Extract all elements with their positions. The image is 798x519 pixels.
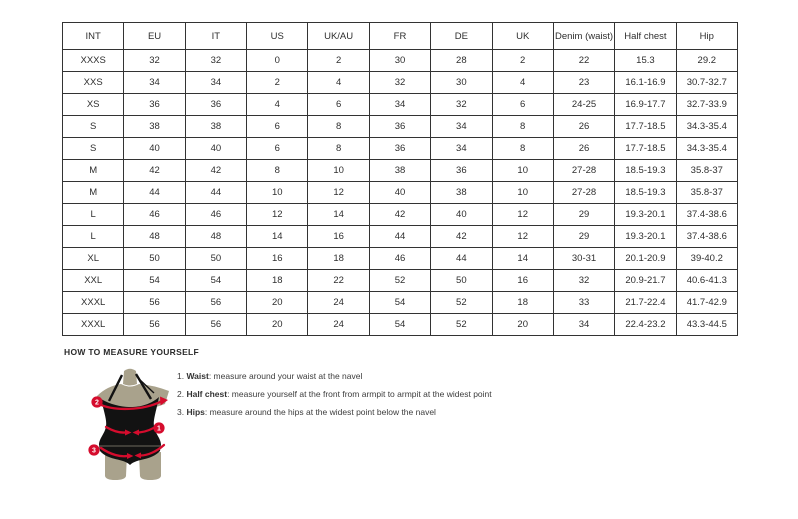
table-cell: 32 <box>369 72 430 94</box>
table-cell: 6 <box>308 94 369 116</box>
table-cell: 56 <box>185 314 246 336</box>
table-cell: 35.8-37 <box>676 182 737 204</box>
table-cell: 6 <box>492 94 553 116</box>
table-cell: XL <box>63 248 124 270</box>
column-header: Hip <box>676 23 737 50</box>
table-cell: XXS <box>63 72 124 94</box>
table-cell: 27-28 <box>553 182 614 204</box>
table-cell: 14 <box>492 248 553 270</box>
table-cell: 54 <box>124 270 185 292</box>
table-cell: 40 <box>124 138 185 160</box>
table-cell: M <box>63 160 124 182</box>
waist-badge <box>153 422 164 433</box>
table-cell: 10 <box>492 182 553 204</box>
table-cell: 44 <box>431 248 492 270</box>
table-cell: XXXL <box>63 292 124 314</box>
table-cell: 32 <box>553 270 614 292</box>
table-cell: 38 <box>124 116 185 138</box>
column-header: EU <box>124 23 185 50</box>
table-cell: 30 <box>369 50 430 72</box>
table-cell: 19.3-20.1 <box>615 226 676 248</box>
table-cell: 24 <box>308 314 369 336</box>
table-cell: 34.3-35.4 <box>676 116 737 138</box>
table-cell: 36 <box>369 138 430 160</box>
measurement-figure <box>85 368 181 482</box>
step-description: : measure around the hips at the widest point below the navel <box>204 407 436 417</box>
table-cell: 6 <box>247 116 308 138</box>
table-cell: 41.7-42.9 <box>676 292 737 314</box>
measure-step <box>177 407 537 418</box>
table-cell: 4 <box>247 94 308 116</box>
table-cell: 40 <box>185 138 246 160</box>
table-row <box>63 226 738 248</box>
table-cell: 20 <box>247 292 308 314</box>
table-cell: 2 <box>492 50 553 72</box>
table-cell: XXL <box>63 270 124 292</box>
table-cell: 52 <box>369 270 430 292</box>
table-cell: 39-40.2 <box>676 248 737 270</box>
table-cell: 17.7-18.5 <box>615 116 676 138</box>
table-cell: 27-28 <box>553 160 614 182</box>
table-cell: XXXL <box>63 314 124 336</box>
table-row <box>63 116 738 138</box>
table-cell: 12 <box>492 226 553 248</box>
table-cell: 33 <box>553 292 614 314</box>
step-number: 1. <box>177 371 187 381</box>
table-cell: 48 <box>185 226 246 248</box>
measure-steps <box>177 371 537 425</box>
table-cell: 10 <box>308 160 369 182</box>
table-cell: 40.6-41.3 <box>676 270 737 292</box>
table-cell: 8 <box>492 138 553 160</box>
table-cell: 38 <box>431 182 492 204</box>
table-cell: 36 <box>185 94 246 116</box>
table-cell: 46 <box>185 204 246 226</box>
table-cell: 30 <box>431 72 492 94</box>
table-cell: 2 <box>247 72 308 94</box>
step-number: 2. <box>177 389 187 399</box>
column-header: UK/AU <box>308 23 369 50</box>
table-cell: 2 <box>308 50 369 72</box>
table-cell: 20 <box>492 314 553 336</box>
table-cell: 16 <box>247 248 308 270</box>
table-cell: 46 <box>124 204 185 226</box>
table-cell: 36 <box>431 160 492 182</box>
table-cell: 42 <box>124 160 185 182</box>
table-cell: 18 <box>308 248 369 270</box>
table-cell: XXXS <box>63 50 124 72</box>
table-cell: 6 <box>247 138 308 160</box>
table-cell: 34 <box>124 72 185 94</box>
table-cell: 32 <box>185 50 246 72</box>
table-cell: 36 <box>124 94 185 116</box>
table-cell: 56 <box>124 314 185 336</box>
table-cell: L <box>63 204 124 226</box>
table-cell: 56 <box>124 292 185 314</box>
table-cell: 36 <box>369 116 430 138</box>
column-header: US <box>247 23 308 50</box>
column-header: Half chest <box>615 23 676 50</box>
table-cell: 43.3-44.5 <box>676 314 737 336</box>
step-label: Hips <box>186 407 205 417</box>
table-cell: 18.5-19.3 <box>615 182 676 204</box>
step-label: Half chest <box>186 389 228 399</box>
table-row <box>63 182 738 204</box>
step-description: : measure yourself at the front from armpit to armpit at the widest point <box>227 389 492 399</box>
table-cell: 18.5-19.3 <box>615 160 676 182</box>
table-cell: 16.9-17.7 <box>615 94 676 116</box>
table-cell: XS <box>63 94 124 116</box>
table-cell: 34 <box>431 138 492 160</box>
table-cell: 16 <box>308 226 369 248</box>
table-cell: 34 <box>185 72 246 94</box>
table-cell: 12 <box>247 204 308 226</box>
table-cell: 26 <box>553 116 614 138</box>
size-table-header-row <box>63 23 738 50</box>
measure-section-title: HOW TO MEASURE YOURSELF <box>64 347 200 357</box>
table-cell: 42 <box>431 226 492 248</box>
table-cell: 50 <box>185 248 246 270</box>
table-row <box>63 292 738 314</box>
table-cell: 42 <box>369 204 430 226</box>
table-cell: 10 <box>492 160 553 182</box>
mannequin-illustration <box>85 368 181 482</box>
table-cell: 44 <box>185 182 246 204</box>
table-cell: 18 <box>492 292 553 314</box>
table-cell: 8 <box>308 116 369 138</box>
table-cell: 10 <box>247 182 308 204</box>
table-cell: 54 <box>185 270 246 292</box>
table-cell: 54 <box>369 314 430 336</box>
column-header: Denim (waist) <box>553 23 614 50</box>
column-header: FR <box>369 23 430 50</box>
table-cell: 4 <box>308 72 369 94</box>
table-cell: 14 <box>308 204 369 226</box>
table-cell: 8 <box>247 160 308 182</box>
table-cell: 32 <box>124 50 185 72</box>
table-cell: 34 <box>431 116 492 138</box>
table-cell: 52 <box>431 292 492 314</box>
table-cell: 37.4-38.6 <box>676 226 737 248</box>
table-cell: 20.1-20.9 <box>615 248 676 270</box>
column-header: INT <box>63 23 124 50</box>
table-cell: 35.8-37 <box>676 160 737 182</box>
measure-step <box>177 371 537 382</box>
column-header: UK <box>492 23 553 50</box>
table-cell: 30-31 <box>553 248 614 270</box>
chest-badge-number: 2 <box>95 399 99 407</box>
table-cell: 12 <box>308 182 369 204</box>
table-cell: 19.3-20.1 <box>615 204 676 226</box>
table-cell: S <box>63 138 124 160</box>
table-cell: 29.2 <box>676 50 737 72</box>
table-cell: 0 <box>247 50 308 72</box>
measure-step <box>177 389 537 400</box>
table-cell: 54 <box>369 292 430 314</box>
table-cell: 4 <box>492 72 553 94</box>
table-cell: 38 <box>185 116 246 138</box>
table-cell: 14 <box>247 226 308 248</box>
table-cell: 56 <box>185 292 246 314</box>
table-row <box>63 50 738 72</box>
table-cell: 24-25 <box>553 94 614 116</box>
table-cell: 30.7-32.7 <box>676 72 737 94</box>
table-cell: 34.3-35.4 <box>676 138 737 160</box>
size-chart-table <box>62 22 738 336</box>
table-cell: 50 <box>431 270 492 292</box>
table-cell: 22.4-23.2 <box>615 314 676 336</box>
table-cell: 8 <box>308 138 369 160</box>
table-cell: 34 <box>553 314 614 336</box>
waist-badge-number: 1 <box>157 425 161 433</box>
table-cell: 44 <box>369 226 430 248</box>
table-row <box>63 314 738 336</box>
table-cell: 37.4-38.6 <box>676 204 737 226</box>
table-cell: 32.7-33.9 <box>676 94 737 116</box>
table-cell: 23 <box>553 72 614 94</box>
table-row <box>63 160 738 182</box>
table-cell: 16 <box>492 270 553 292</box>
table-row <box>63 248 738 270</box>
step-description: : measure around your waist at the navel <box>208 371 363 381</box>
hip-badge <box>88 444 99 455</box>
step-number: 3. <box>177 407 187 417</box>
column-header: DE <box>431 23 492 50</box>
step-label: Waist <box>186 371 209 381</box>
table-cell: 44 <box>124 182 185 204</box>
table-cell: 40 <box>369 182 430 204</box>
table-row <box>63 72 738 94</box>
table-cell: 28 <box>431 50 492 72</box>
table-cell: 46 <box>369 248 430 270</box>
table-cell: 20 <box>247 314 308 336</box>
table-cell: 16.1-16.9 <box>615 72 676 94</box>
table-cell: 22 <box>308 270 369 292</box>
table-cell: 24 <box>308 292 369 314</box>
table-cell: 12 <box>492 204 553 226</box>
table-cell: S <box>63 116 124 138</box>
table-row <box>63 138 738 160</box>
table-cell: 8 <box>492 116 553 138</box>
table-cell: L <box>63 226 124 248</box>
table-cell: 34 <box>369 94 430 116</box>
size-table-body <box>63 50 738 336</box>
table-cell: 17.7-18.5 <box>615 138 676 160</box>
table-cell: M <box>63 182 124 204</box>
table-cell: 50 <box>124 248 185 270</box>
hip-badge-number: 3 <box>92 447 96 455</box>
table-cell: 26 <box>553 138 614 160</box>
table-cell: 48 <box>124 226 185 248</box>
table-row <box>63 270 738 292</box>
table-row <box>63 94 738 116</box>
table-cell: 15.3 <box>615 50 676 72</box>
table-cell: 42 <box>185 160 246 182</box>
table-cell: 20.9-21.7 <box>615 270 676 292</box>
table-cell: 52 <box>431 314 492 336</box>
table-cell: 32 <box>431 94 492 116</box>
table-cell: 18 <box>247 270 308 292</box>
column-header: IT <box>185 23 246 50</box>
table-cell: 40 <box>431 204 492 226</box>
chest-badge <box>91 396 102 407</box>
table-cell: 29 <box>553 204 614 226</box>
table-cell: 29 <box>553 226 614 248</box>
table-cell: 38 <box>369 160 430 182</box>
table-cell: 22 <box>553 50 614 72</box>
table-row <box>63 204 738 226</box>
table-cell: 21.7-22.4 <box>615 292 676 314</box>
